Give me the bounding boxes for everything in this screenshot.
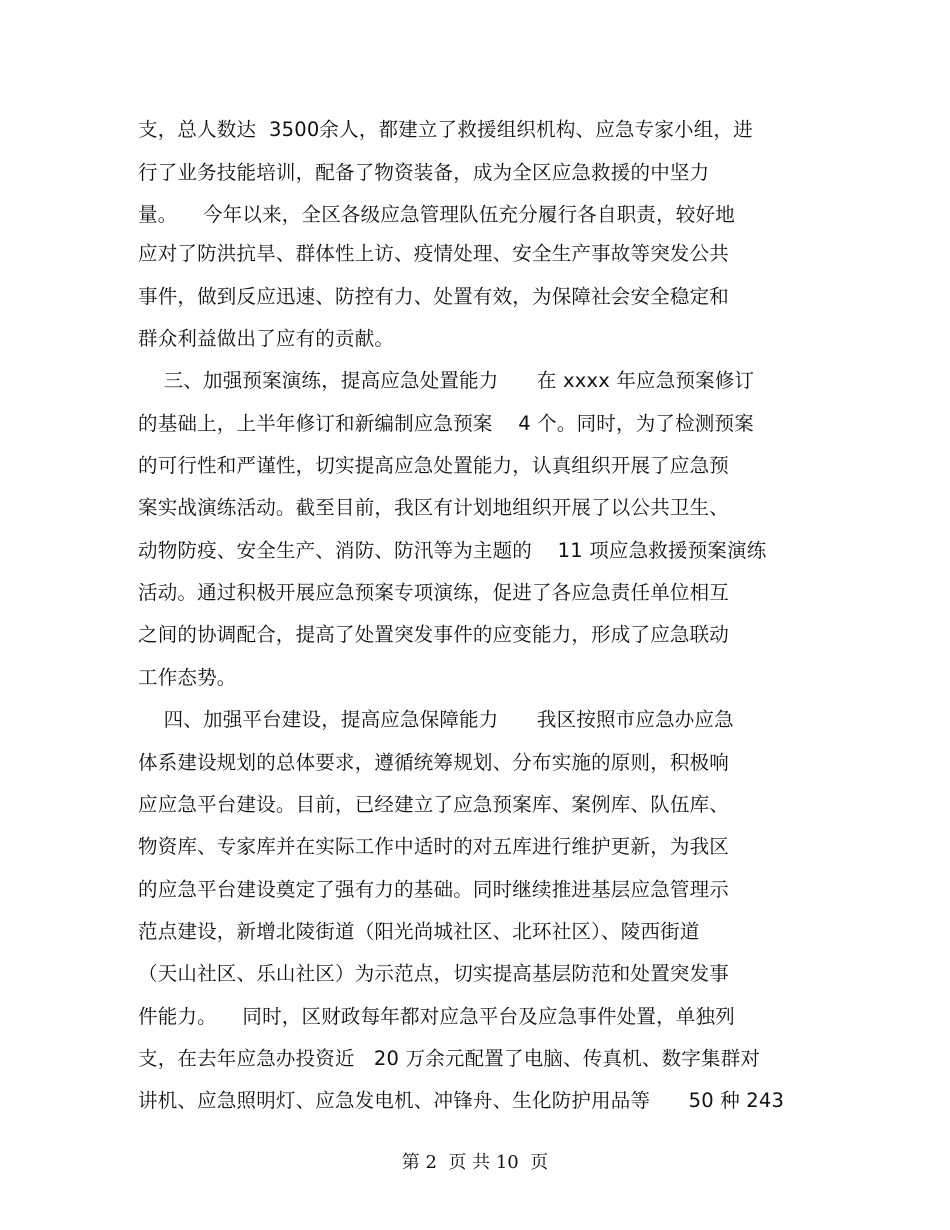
- text-line: 的可行性和严谨性，切实提高应急处置能力，认真组织开展了应急预: [138, 454, 730, 477]
- text-line: 群众利益做出了应有的贡献。: [138, 327, 395, 350]
- text-line: 工作态势。: [138, 666, 237, 689]
- text-line: 事件，做到反应迅速、防控有力、处置有效，为保障社会安全稳定和: [138, 285, 730, 308]
- text-line: 范点建设，新增北陵街道（阳光尚城社区、北环社区）、陵西街道: [138, 920, 700, 943]
- text-line: 之间的协调配合，提高了处置突发事件的应变能力，形成了应急联动: [138, 623, 730, 646]
- text-line: 体系建设规划的总体要求，遵循统筹规划、分布实施的原则，积极响: [138, 751, 730, 774]
- page-number-footer: 第 2 页 共 10 页: [401, 1152, 549, 1173]
- text-line: 讲机、应急照明灯、应急发电机、冲锋舟、生化防护用品等 50 种 243: [138, 1089, 785, 1112]
- text-line: 的应急平台建设奠定了强有力的基础。同时继续推进基层应急管理示: [138, 878, 730, 901]
- text-line: 四、加强平台建设，提高应急保障能力 我区按照市应急办应急: [138, 708, 734, 731]
- text-line: 量。 今年以来，全区各级应急管理队伍充分履行各自职责，较好地: [138, 203, 735, 226]
- text-line: 的基础上，上半年修订和新编制应急预案 4 个。同时，为了检测预案: [138, 412, 754, 435]
- text-line: 动物防疫、安全生产、消防、防汛等为主题的 11 项应急救援预案演练: [138, 539, 767, 562]
- text-line: 支，在去年应急办投资近 20 万余元配置了电脑、传真机、数字集群对: [138, 1047, 761, 1070]
- text-line: 物资库、专家库并在实际工作中适时的对五库进行维护更新，为我区: [138, 835, 730, 858]
- text-line: 活动。通过积极开展应急预案专项演练，促进了各应急责任单位相互: [138, 581, 730, 604]
- text-line: 案实战演练活动。截至目前，我区有计划地组织开展了以公共卫生、: [138, 496, 730, 519]
- text-line: 件能力。 同时，区财政每年都对应急平台及应急事件处置，单独列: [138, 1005, 735, 1028]
- text-line: 应应急平台建设。目前，已经建立了应急预案库、案例库、队伍库、: [138, 793, 730, 816]
- text-line: 三、加强预案演练，提高应急处置能力 在 xxxx 年应急预案修订: [138, 369, 755, 392]
- text-line: 支，总人数达 3500余人，都建立了救援组织机构、应急专家小组，进: [138, 118, 753, 141]
- text-line: 行了业务技能培训，配备了物资装备，成为全区应急救援的中坚力: [138, 161, 710, 184]
- text-line: （天山社区、乐山社区）为示范点，切实提高基层防范和处置突发事: [138, 962, 730, 985]
- text-line: 应对了防洪抗旱、群体性上访、疫情处理、安全生产事故等突发公共: [138, 242, 730, 265]
